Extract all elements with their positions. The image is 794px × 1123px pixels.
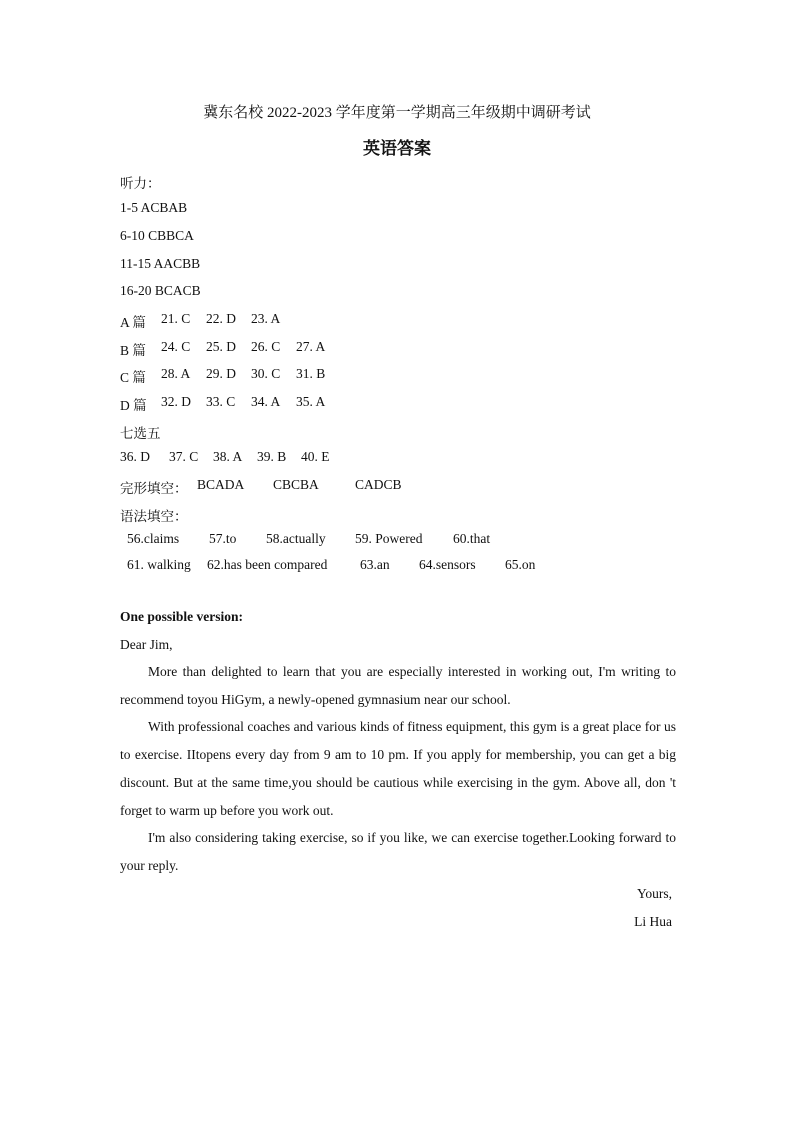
seven-five-label: 七选五 — [120, 426, 161, 441]
answer-group: CBCBA — [273, 477, 319, 492]
answer: 38. A — [213, 449, 243, 464]
answer: 58.actually — [266, 531, 326, 546]
answer: 57.to — [209, 531, 237, 546]
answer: 33. C — [206, 394, 236, 409]
answer: 37. C — [169, 449, 199, 464]
answer: 36. D — [120, 449, 150, 464]
answer: 34. A — [251, 394, 281, 409]
answer: 32. D — [161, 394, 191, 409]
listening-answers-3: 11-15 AACBB — [120, 256, 201, 271]
answer: 61. walking — [127, 557, 191, 572]
letter-paragraph: More than delighted to learn that you are especially interested in working out, I'm writing to recommend toyou HiGym, a newly-opened gymnasium near our school. — [120, 664, 676, 707]
answer: 35. A — [296, 394, 326, 409]
answer: 63.an — [360, 557, 390, 572]
answer: 40. E — [301, 449, 330, 464]
answer: 29. D — [206, 366, 236, 381]
letter-body — [120, 658, 676, 880]
seven-five-row — [0, 449, 794, 469]
answer: 24. C — [161, 339, 191, 354]
answer: 27. A — [296, 339, 326, 354]
answer: 30. C — [251, 366, 281, 381]
answer: 28. A — [161, 366, 191, 381]
answer: 60.that — [453, 531, 491, 546]
listening-answers-4: 16-20 BCACB — [120, 283, 201, 298]
letter-greeting: Dear Jim, — [120, 637, 173, 652]
page-title: 英语答案 — [363, 139, 431, 158]
listening-answers-1: 1-5 ACBAB — [120, 200, 188, 215]
reading-row-a — [0, 311, 794, 331]
answer: 56.claims — [127, 531, 180, 546]
answer: 25. D — [206, 339, 236, 354]
answer: 59. Powered — [355, 531, 423, 546]
writing-heading: One possible version: — [120, 609, 244, 624]
answer: 62.has been compared — [207, 557, 328, 572]
answer: 26. C — [251, 339, 281, 354]
answer-group: CADCB — [355, 477, 402, 492]
reading-row-b — [0, 339, 794, 359]
answer: 64.sensors — [419, 557, 476, 572]
grammar-label: 语法填空： — [120, 509, 188, 524]
reading-label: B 篇 — [120, 343, 146, 358]
answer: 21. C — [161, 311, 191, 326]
reading-label: D 篇 — [120, 398, 147, 413]
exam-title: 冀东名校 2022-2023 学年度第一学期高三年级期中调研考试 — [203, 105, 591, 121]
answer: 65.on — [505, 557, 536, 572]
cloze-row — [0, 477, 794, 497]
letter-paragraph: With professional coaches and various kinds of fitness equipment, this gym is a great place for us to exercise. IItopens every day from 9 am to 10 pm. If you apply for membership, you can get a big discount. But at the same time,you should be cautious while exercising in the gym. Above all, don 't forget to warm up before you work out. — [120, 719, 676, 818]
reading-label: A 篇 — [120, 315, 146, 330]
answer: 23. A — [251, 311, 281, 326]
answer: 39. B — [257, 449, 287, 464]
grammar-row-1 — [0, 531, 794, 551]
answer-group: BCADA — [197, 477, 245, 492]
letter-signature: Li Hua — [634, 914, 672, 929]
letter-closing: Yours, — [636, 886, 672, 901]
reading-row-d — [0, 394, 794, 414]
listening-answers-2: 6-10 CBBCA — [120, 228, 194, 243]
answer: 31. B — [296, 366, 326, 381]
reading-label: C 篇 — [120, 370, 146, 385]
cloze-label: 完形填空： — [120, 481, 188, 496]
grammar-row-2 — [0, 557, 794, 577]
reading-row-c — [0, 366, 794, 386]
letter-paragraph: I'm also considering taking exercise, so if you like, we can exercise together.Looking forward to your reply. — [120, 830, 676, 873]
answer: 22. D — [206, 311, 236, 326]
listening-label: 听力： — [120, 176, 161, 191]
